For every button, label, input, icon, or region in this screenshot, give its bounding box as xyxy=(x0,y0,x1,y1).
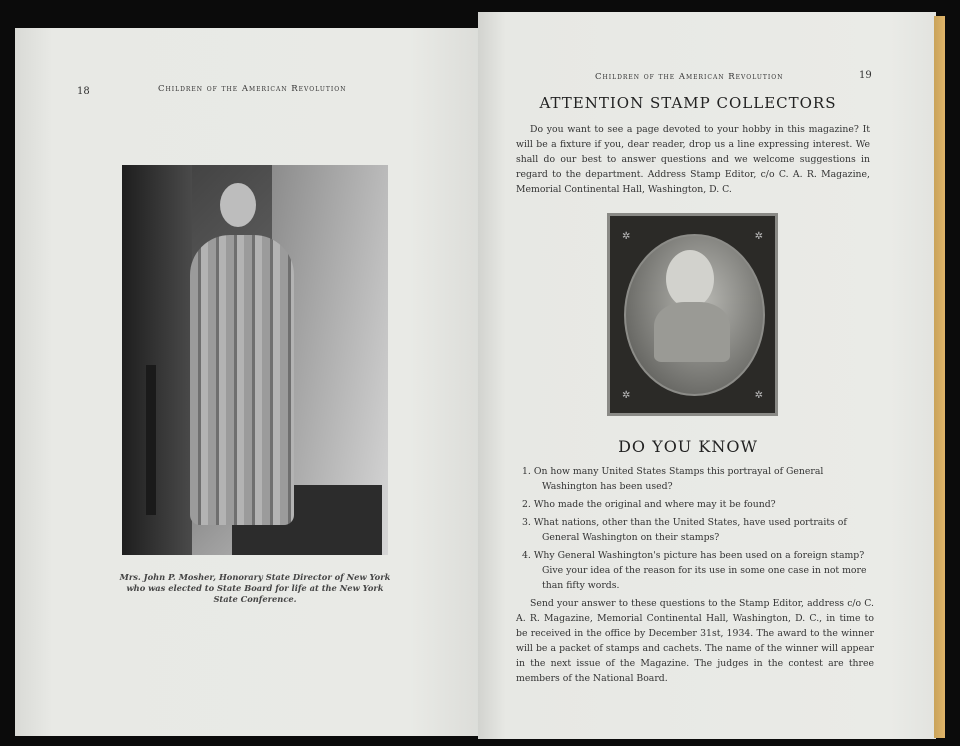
question-list xyxy=(516,464,874,686)
right-page xyxy=(478,12,936,739)
question-item: 1. On how many United States Stamps this portrayal of General Washington has been used? xyxy=(522,466,824,492)
intro-paragraph: Do you want to see a page devoted to your hobby in this magazine? It will be a fixture if you, dear reader, drop us a line expressing interest. We shall do our best to answer questions and we welcome suggestions in regard to the department. Address Stamp Editor, c/o C. A. R. Magazine, Memorial Continental Hall, Washington, D. C. xyxy=(516,124,870,195)
question-item: 4. Why General Washington's picture has been used on a foreign stamp? Give your idea of the reason for its use in some one case in not more than fifty words. xyxy=(522,550,867,591)
closing-paragraph: Send your answer to these questions to the Stamp Editor, address c/o C. A. R. Magazine, Memorial Continental Hall, Washington, D. C., in time to be received in the office by December 31st, 1934. The award to the winner will be a packet of stamps and cachets. The name of the winner will appear in the next issue of the Magazine. The judges in the contest are three members of the National Board. xyxy=(516,598,874,684)
page-number: 18 xyxy=(77,86,90,97)
running-head: Children of the American Revolution xyxy=(158,84,347,94)
heading-attention-stamp-collectors: ATTENTION STAMP COLLECTORS xyxy=(539,94,837,112)
question-item: 3. What nations, other than the United States, have used portraits of General Washington on their stamps? xyxy=(522,517,847,543)
running-head: Children of the American Revolution xyxy=(595,72,784,82)
page-edge xyxy=(934,16,945,738)
heading-do-you-know: DO YOU KNOW xyxy=(618,437,758,456)
question-item: 2. Who made the original and where may it be found? xyxy=(522,499,776,510)
washington-portrait-stamp: ✲ ✲ ✲ ✲ xyxy=(607,213,778,416)
portrait-photo xyxy=(122,165,388,555)
photo-caption: Mrs. John P. Mosher, Honorary State Director of New York who was elected to State Board for life at the New York State Conference. xyxy=(119,572,391,604)
left-page xyxy=(15,28,479,736)
page-number: 19 xyxy=(859,70,872,81)
